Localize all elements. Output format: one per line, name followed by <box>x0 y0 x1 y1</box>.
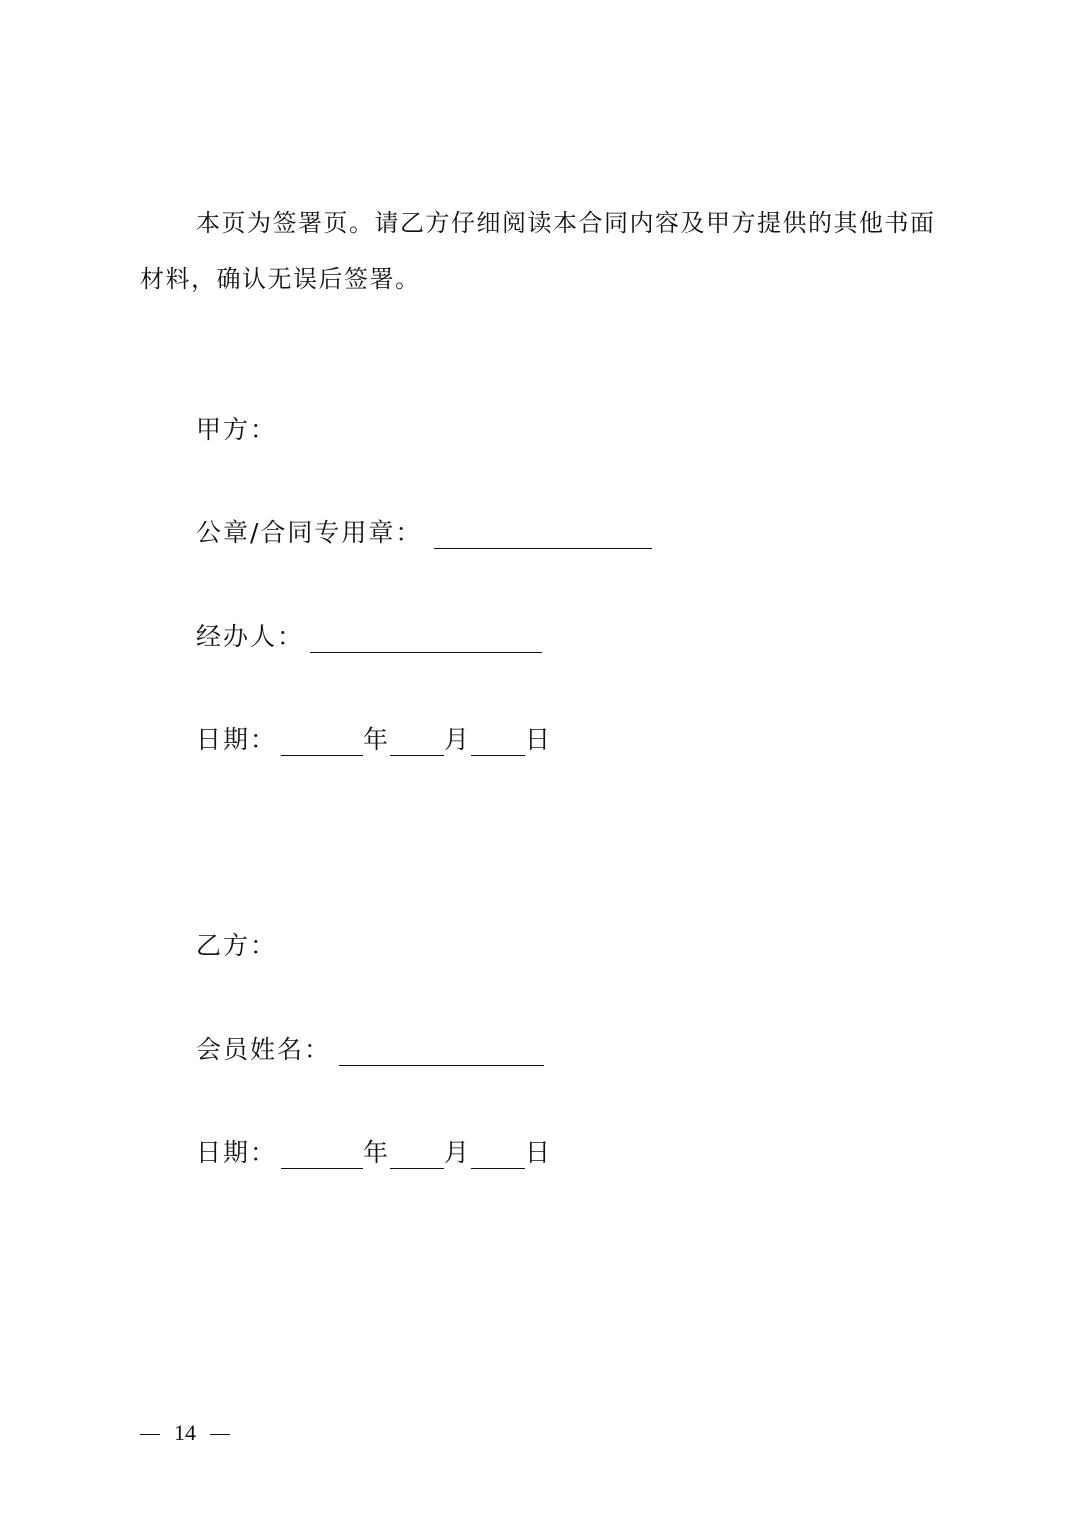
date-label: 日期： <box>196 1138 278 1167</box>
seal-blank-field[interactable] <box>434 518 652 549</box>
day-label: 日 <box>525 725 553 754</box>
month-blank-field[interactable] <box>390 1138 444 1169</box>
day-blank-field[interactable] <box>471 725 525 756</box>
date-label: 日期： <box>196 725 278 754</box>
day-label: 日 <box>525 1138 553 1167</box>
intro-paragraph <box>140 195 950 307</box>
page-number: 14 <box>174 1420 196 1445</box>
footer-dash-right <box>210 1434 230 1435</box>
party-a-agent-row <box>196 617 542 657</box>
party-a-heading: 甲方： <box>196 415 278 444</box>
intro-line-1: 本页为签署页。请乙方仔细阅读本合同内容及甲方提供的其他书面 <box>196 209 936 237</box>
month-label: 月 <box>444 1138 472 1167</box>
month-blank-field[interactable] <box>390 725 444 756</box>
party-a-seal-row <box>196 513 652 553</box>
year-label: 年 <box>363 1138 391 1167</box>
intro-line-2: 材料，确认无误后签署。 <box>140 265 421 293</box>
party-b-date-row <box>196 1133 552 1173</box>
year-label: 年 <box>363 725 391 754</box>
year-blank-field[interactable] <box>281 725 363 756</box>
agent-label: 经办人： <box>196 622 305 651</box>
page-footer <box>140 1418 230 1448</box>
party-b-member-row <box>196 1030 544 1070</box>
footer-dash-left <box>140 1434 160 1435</box>
party-b-heading: 乙方： <box>196 931 278 960</box>
member-name-label: 会员姓名： <box>196 1035 332 1064</box>
day-blank-field[interactable] <box>471 1138 525 1169</box>
agent-blank-field[interactable] <box>310 622 542 653</box>
seal-label: 公章/合同专用章： <box>196 518 423 547</box>
member-name-blank-field[interactable] <box>339 1035 544 1066</box>
month-label: 月 <box>444 725 472 754</box>
year-blank-field[interactable] <box>281 1138 363 1169</box>
party-a-date-row <box>196 720 552 760</box>
